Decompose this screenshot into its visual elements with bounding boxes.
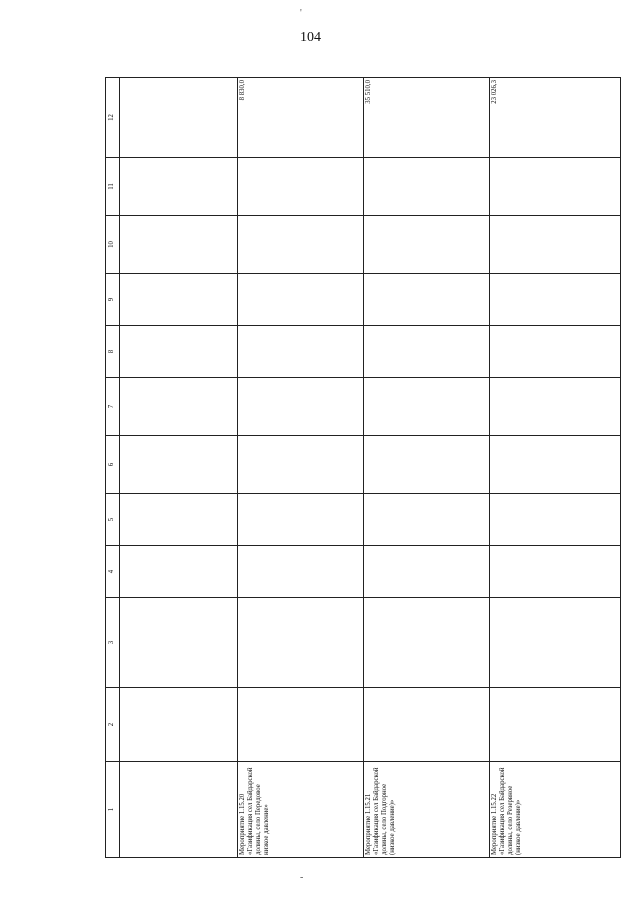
cell-value — [364, 158, 490, 216]
cell-value — [238, 158, 364, 216]
cell-executor — [490, 688, 621, 762]
cell-event — [120, 762, 238, 858]
cell-value — [238, 274, 364, 326]
cell-value — [120, 326, 238, 378]
cell-executor — [364, 688, 490, 762]
cell-value — [238, 378, 364, 436]
col-num: 1 — [106, 762, 120, 858]
cell-total: 8 830,0 — [238, 78, 364, 158]
col-num: 5 — [106, 494, 120, 546]
header-row — [106, 78, 120, 858]
page-number: 104 — [300, 30, 321, 45]
cell-value — [120, 546, 238, 598]
col-num: 7 — [106, 378, 120, 436]
cell-value — [364, 436, 490, 494]
budget-table — [105, 77, 621, 858]
cell-value — [120, 436, 238, 494]
cell-value — [490, 378, 621, 436]
cell-source — [490, 598, 621, 688]
cell-value — [120, 494, 238, 546]
cell-value — [238, 546, 364, 598]
rotated-table-container — [105, 78, 617, 858]
table-row-1-15-21 — [364, 78, 490, 858]
col-num: 9 — [106, 274, 120, 326]
cell-value — [490, 216, 621, 274]
cell-value — [490, 436, 621, 494]
cell-value — [364, 494, 490, 546]
cell-total: 35 510,0 — [364, 78, 490, 158]
cell-value — [120, 378, 238, 436]
margin-mark-top: ' — [300, 8, 302, 19]
col-num: 3 — [106, 598, 120, 688]
cell-value — [238, 436, 364, 494]
cell-value — [490, 494, 621, 546]
cell-source — [238, 598, 364, 688]
cell-executor — [238, 688, 364, 762]
col-num: 8 — [106, 326, 120, 378]
cell-value — [364, 378, 490, 436]
col-num: 4 — [106, 546, 120, 598]
cell-value — [490, 546, 621, 598]
cell-value — [490, 274, 621, 326]
cell-value — [238, 494, 364, 546]
col-num: 12 — [106, 78, 120, 158]
cell-executor — [120, 688, 238, 762]
cell-value — [490, 326, 621, 378]
cell-source — [364, 598, 490, 688]
margin-mark-bottom: - — [300, 872, 304, 883]
col-num: 6 — [106, 436, 120, 494]
cell-value — [364, 216, 490, 274]
cell-event: Мероприятие 1.15.21 «Газификация сел Байдарской долины, село Подгорное (низкое давление)» — [364, 762, 490, 858]
cell-value — [120, 78, 238, 158]
cell-value — [238, 216, 364, 274]
table-row — [120, 78, 238, 858]
table-row-1-15-22 — [490, 78, 621, 858]
cell-value — [120, 216, 238, 274]
cell-value — [120, 158, 238, 216]
col-num: 2 — [106, 688, 120, 762]
cell-value — [364, 326, 490, 378]
cell-value — [490, 158, 621, 216]
cell-source — [120, 598, 238, 688]
cell-event: Мероприятие 1.15.22 «Газификация сел Байдарской долины, село Резервное (низкое давление)» — [490, 762, 621, 858]
cell-total: 23 026,3 — [490, 78, 621, 158]
table-row-1-15-20 — [238, 78, 364, 858]
cell-value — [364, 274, 490, 326]
cell-event: Мероприятие 1.15.20 «Газификация сел Байдарской долины, село Передовое низкое давление» — [238, 762, 364, 858]
cell-value — [120, 274, 238, 326]
col-num: 11 — [106, 158, 120, 216]
cell-value — [364, 546, 490, 598]
col-num: 10 — [106, 216, 120, 274]
cell-value — [238, 326, 364, 378]
